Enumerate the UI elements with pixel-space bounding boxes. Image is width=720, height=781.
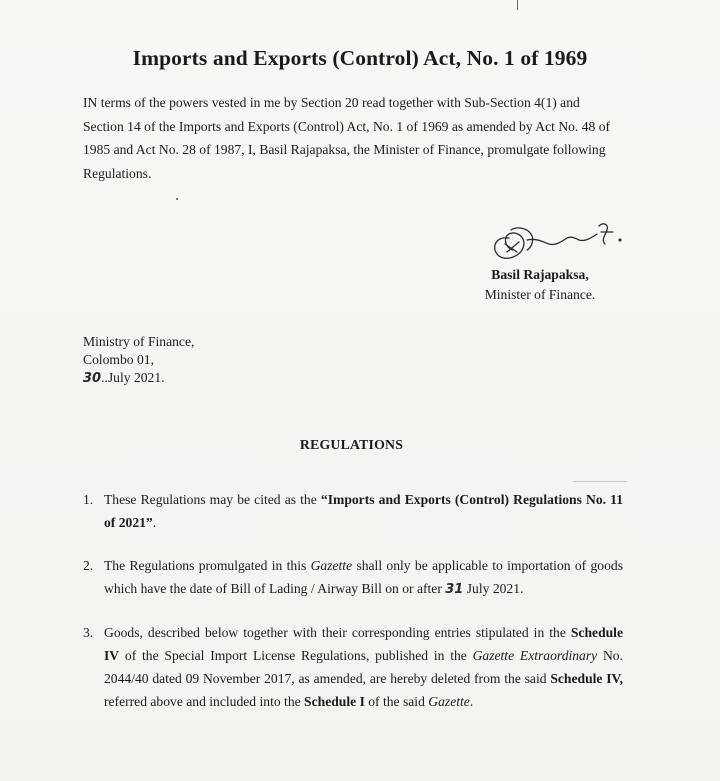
- document-title: Imports and Exports (Control) Act, No. 1 of 1969: [132, 46, 588, 70]
- faint-rule: [573, 481, 627, 482]
- regulation-text: of the Special Import License Regulations, published in the: [119, 648, 473, 663]
- signatory-title: Minister of Finance.: [484, 287, 596, 302]
- address-block: [83, 333, 194, 388]
- address-line-2: Colombo 01,: [83, 352, 154, 367]
- regulation-text: referred above and included into the: [104, 694, 305, 709]
- regulation-text: shall only be applicable to importation of goods which have the date of Bill of Lading / Airway Bill on or after: [104, 558, 623, 596]
- schedule-ref: Schedule IV: [104, 625, 623, 663]
- address-date: [83, 369, 194, 388]
- signatory-name: Basil Rajapaksa,: [491, 267, 589, 282]
- regulation-item: [83, 621, 623, 713]
- regulation-item: [83, 488, 623, 534]
- regulation-text: of the said: [364, 694, 429, 709]
- gazette-ref: Gazette Extraordinary: [472, 648, 598, 663]
- stray-dot: [176, 198, 178, 200]
- regulation-number: 1.: [83, 492, 94, 507]
- handwritten-date-day: 31: [445, 582, 464, 597]
- handwritten-date-day: 30: [83, 371, 102, 386]
- schedule-ref: Schedule IV,: [550, 671, 623, 686]
- regulation-number: 3.: [83, 625, 94, 640]
- gazette-word: Gazette: [310, 558, 353, 573]
- signatory-block: [470, 265, 610, 305]
- date-rest: ..July 2021.: [101, 370, 165, 385]
- regulation-text: July 2021.: [463, 581, 524, 596]
- address-line-1: Ministry of Finance,: [83, 334, 195, 349]
- preamble-paragraph: IN terms of the powers vested in me by Section 20 read together with Sub-Section 4(1) and Section 14 of the Imports and Exports (Control) Act, No. 1 of 1969 as amended by Act No. 48 of 1985 and Act No. 28 of 1987, I, Basil Rajapaksa, the Minister of Finance, promulgate following Regulations.: [83, 95, 611, 181]
- regulation-item: [83, 554, 623, 601]
- regulation-text: .: [152, 515, 157, 530]
- regulation-text: .: [469, 694, 474, 709]
- handwritten-signature: [487, 208, 627, 268]
- regulation-text: The Regulations promulgated in this: [104, 558, 311, 573]
- regulation-citation: “Imports and Exports (Control) Regulations No. 11 of 2021”: [104, 492, 623, 530]
- edge-mark: [517, 0, 518, 10]
- regulations-list: [83, 488, 623, 733]
- regulation-text: Goods, described below together with their corresponding entries stipulated in the: [104, 625, 571, 640]
- regulation-text: No. 2044/40 dated 09 November 2017, as amended, are hereby deleted from the said: [104, 648, 623, 686]
- schedule-ref: Schedule I: [304, 694, 365, 709]
- regulation-text: These Regulations may be cited as the: [104, 492, 321, 507]
- regulations-heading: REGULATIONS: [299, 437, 404, 452]
- regulation-number: 2.: [83, 558, 94, 573]
- gazette-ref: Gazette: [428, 694, 470, 709]
